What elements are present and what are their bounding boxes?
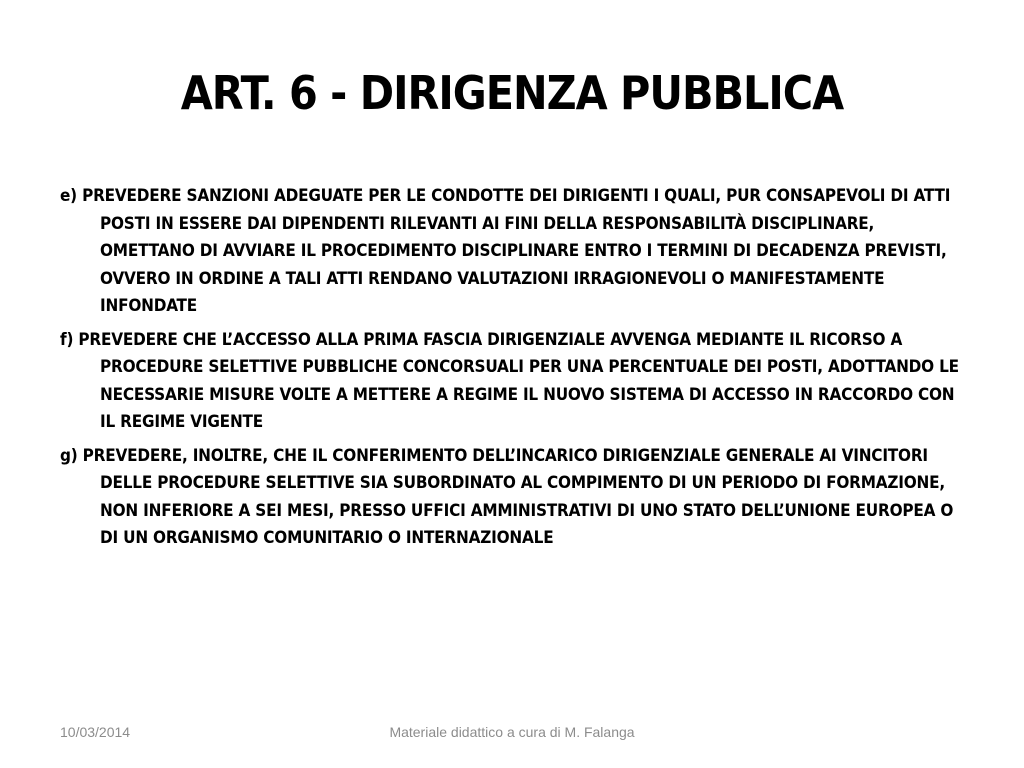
clause-g: g) PREVEDERE, INOLTRE, CHE IL CONFERIMENTO DELL’INCARICO DIRIGENZIALE GENERALE AI VINCITORI DELLE PROCEDURE SELETTIVE SIA SUBORDINATO AL COMPIMENTO DI UN PERIODO DI FORMAZIONE, NON INFERIORE A SEI MESI, PRESSO UFFICI AMMINISTRATIVI DI UNO STATO DELL’UNIONE EUROPEA O DI UN ORGANISMO COMUNITARIO O INTERNAZIONALE — [60, 445, 954, 548]
slide-title: ART. 6 - DIRIGENZA PUBBLICA — [180, 66, 844, 120]
footer-credit: Materiale didattico a cura di M. Falanga — [389, 724, 635, 740]
clause-f: f) PREVEDERE CHE L’ACCESSO ALLA PRIMA FASCIA DIRIGENZIALE AVVENGA MEDIANTE IL RICORSO A PROCEDURE SELETTIVE PUBBLICHE CONCORSUALI PER UNA PERCENTUALE DEI POSTI, ADOTTANDO LE NECESSARIE MISURE VOLTE A METTERE A REGIME IL NUOVO SISTEMA DI ACCESSO IN RACCORDO CON IL REGIME VIGENTE — [60, 329, 959, 432]
slide-body — [60, 183, 970, 559]
footer-date: 10/03/2014 — [60, 724, 131, 740]
clause-e: e) PREVEDERE SANZIONI ADEGUATE PER LE CONDOTTE DEI DIRIGENTI I QUALI, PUR CONSAPEVOLI DI ATTI POSTI IN ESSERE DAI DIPENDENTI RILEVANTI AI FINI DELLA RESPONSABILITÀ DISCIPLINARE, OMETTANO DI AVVIARE IL PROCEDIMENTO DISCIPLINARE ENTRO I TERMINI DI DECADENZA PREVISTI, OVVERO IN ORDINE A TALI ATTI RENDANO VALUTAZIONI IRRAGIONEVOLI O MANIFESTAMENTE INFONDATE — [60, 186, 951, 316]
